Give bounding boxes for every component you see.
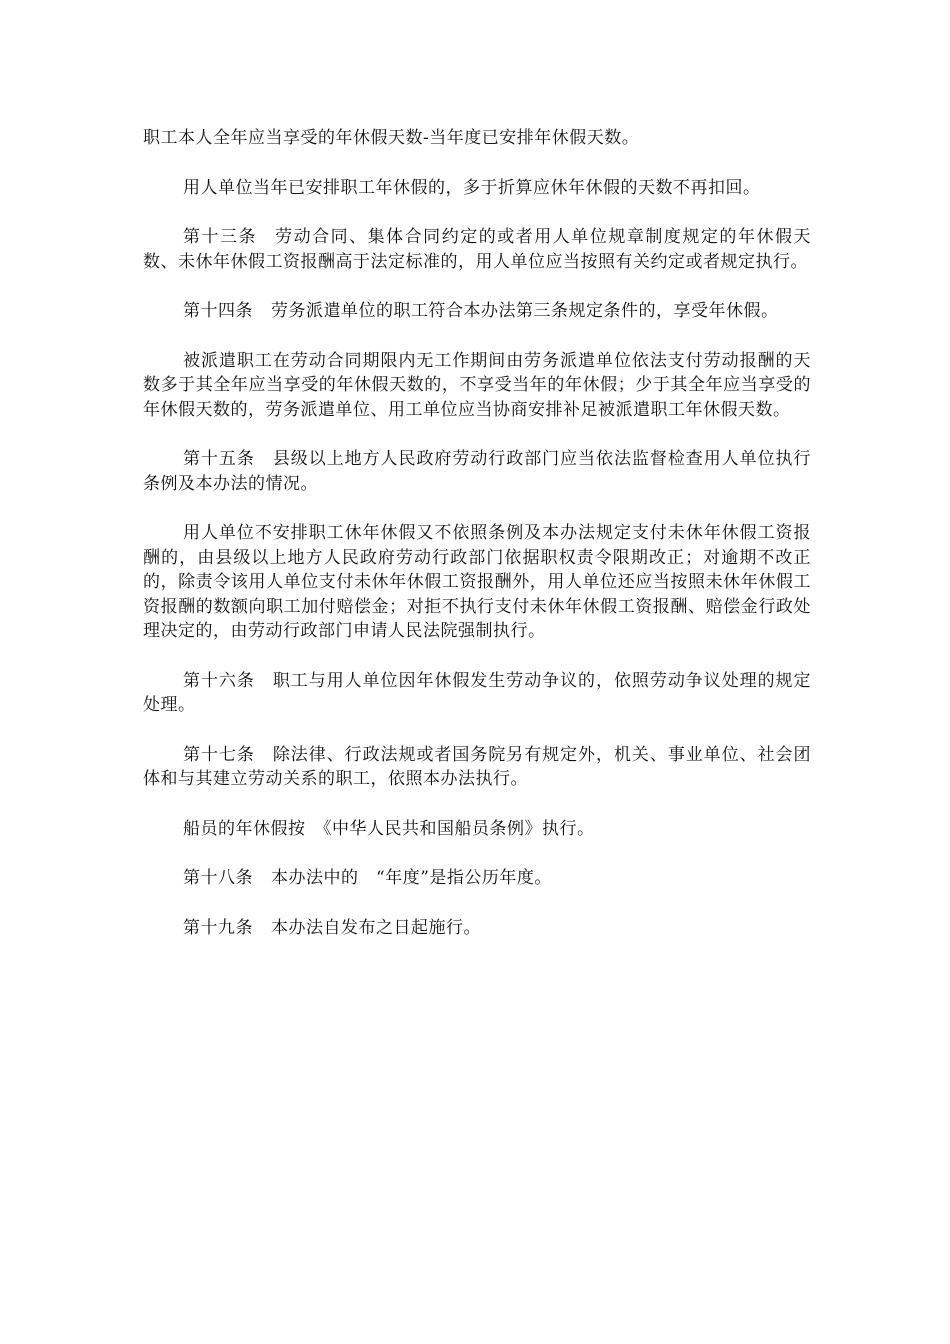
article-13-heading: 第十三条 <box>183 227 258 247</box>
article-17-text: 除法律、行政法规或者国务院另有规定外，机关、事业单位、社会团体和与其建立劳动关系的职工，依照本办法执行。 <box>143 744 812 789</box>
article-16 <box>143 669 811 718</box>
article-14-text: 劳务派遣单位的职工符合本办法第三条规定条件的，享受年休假。 <box>271 301 779 321</box>
article-19-text: 本办法自发布之日起施行。 <box>271 917 481 938</box>
article-14-heading: 第十四条 <box>183 301 253 321</box>
article-18-heading: 第十八条 <box>183 868 253 888</box>
paragraph-seafarers <box>143 817 811 842</box>
paragraph-2 <box>143 176 811 201</box>
article-13-text: 劳动合同、集体合同约定的或者用人单位规章制度规定的年休假天数、未休年休假工资报酬高于法定标准的，用人单位应当按照有关约定或者规定执行。 <box>143 227 811 272</box>
article-14 <box>143 299 811 324</box>
article-18 <box>143 866 811 891</box>
article-18-text: 本办法中的 “年度”是指公历年度。 <box>271 868 552 888</box>
paragraph-1 <box>143 126 811 151</box>
article-17-heading: 第十七条 <box>183 744 255 765</box>
article-15-heading: 第十五条 <box>183 449 255 469</box>
article-13 <box>143 225 811 274</box>
paragraph-text: 被派遣职工在劳动合同期限内无工作期间由劳务派遣单位依法支付劳动报酬的天数多于其全年应当享受的年休假天数的，不享受当年的年休假；少于其全年应当享受的年休假天数的，劳务派遣单位、用工单位应当协商安排补足被派遣职工年休假天数。 <box>143 350 811 420</box>
article-17 <box>143 743 811 792</box>
article-19 <box>143 916 811 941</box>
document-body <box>143 126 811 965</box>
paragraph-dispatched-workers <box>143 349 811 423</box>
article-15 <box>143 447 811 496</box>
paragraph-text: 用人单位当年已安排职工年休假的，多于折算应休年休假的天数不再扣回。 <box>183 177 761 198</box>
paragraph-text: 用人单位不安排职工休年休假又不依照条例及本办法规定支付未休年休假工资报酬的，由县级以上地方人民政府劳动行政部门依据职权责令限期改正；对逾期不改正的，除责令该用人单位支付未休年休假工资报酬外，用人单位还应当按照未休年休假工资报酬的数额向职工加付赔偿金；对拒不执行支付未休年休假工资报酬、赔偿金行政处理决定的，由劳动行政部门申请人民法院强制执行。 <box>143 523 811 641</box>
article-19-heading: 第十九条 <box>183 917 253 938</box>
paragraph-penalty <box>143 521 811 644</box>
paragraph-text: 职工本人全年应当享受的年休假天数-当年度已安排年休假天数。 <box>143 128 640 148</box>
paragraph-text: 船员的年休假按 《中华人民共和国船员条例》执行。 <box>183 818 595 839</box>
article-16-text: 职工与用人单位因年休假发生劳动争议的，依照劳动争议处理的规定处理。 <box>143 670 812 715</box>
article-15-text: 县级以上地方人民政府劳动行政部门应当依法监督检查用人单位执行条例及本办法的情况。 <box>143 449 812 494</box>
article-16-heading: 第十六条 <box>183 670 255 691</box>
